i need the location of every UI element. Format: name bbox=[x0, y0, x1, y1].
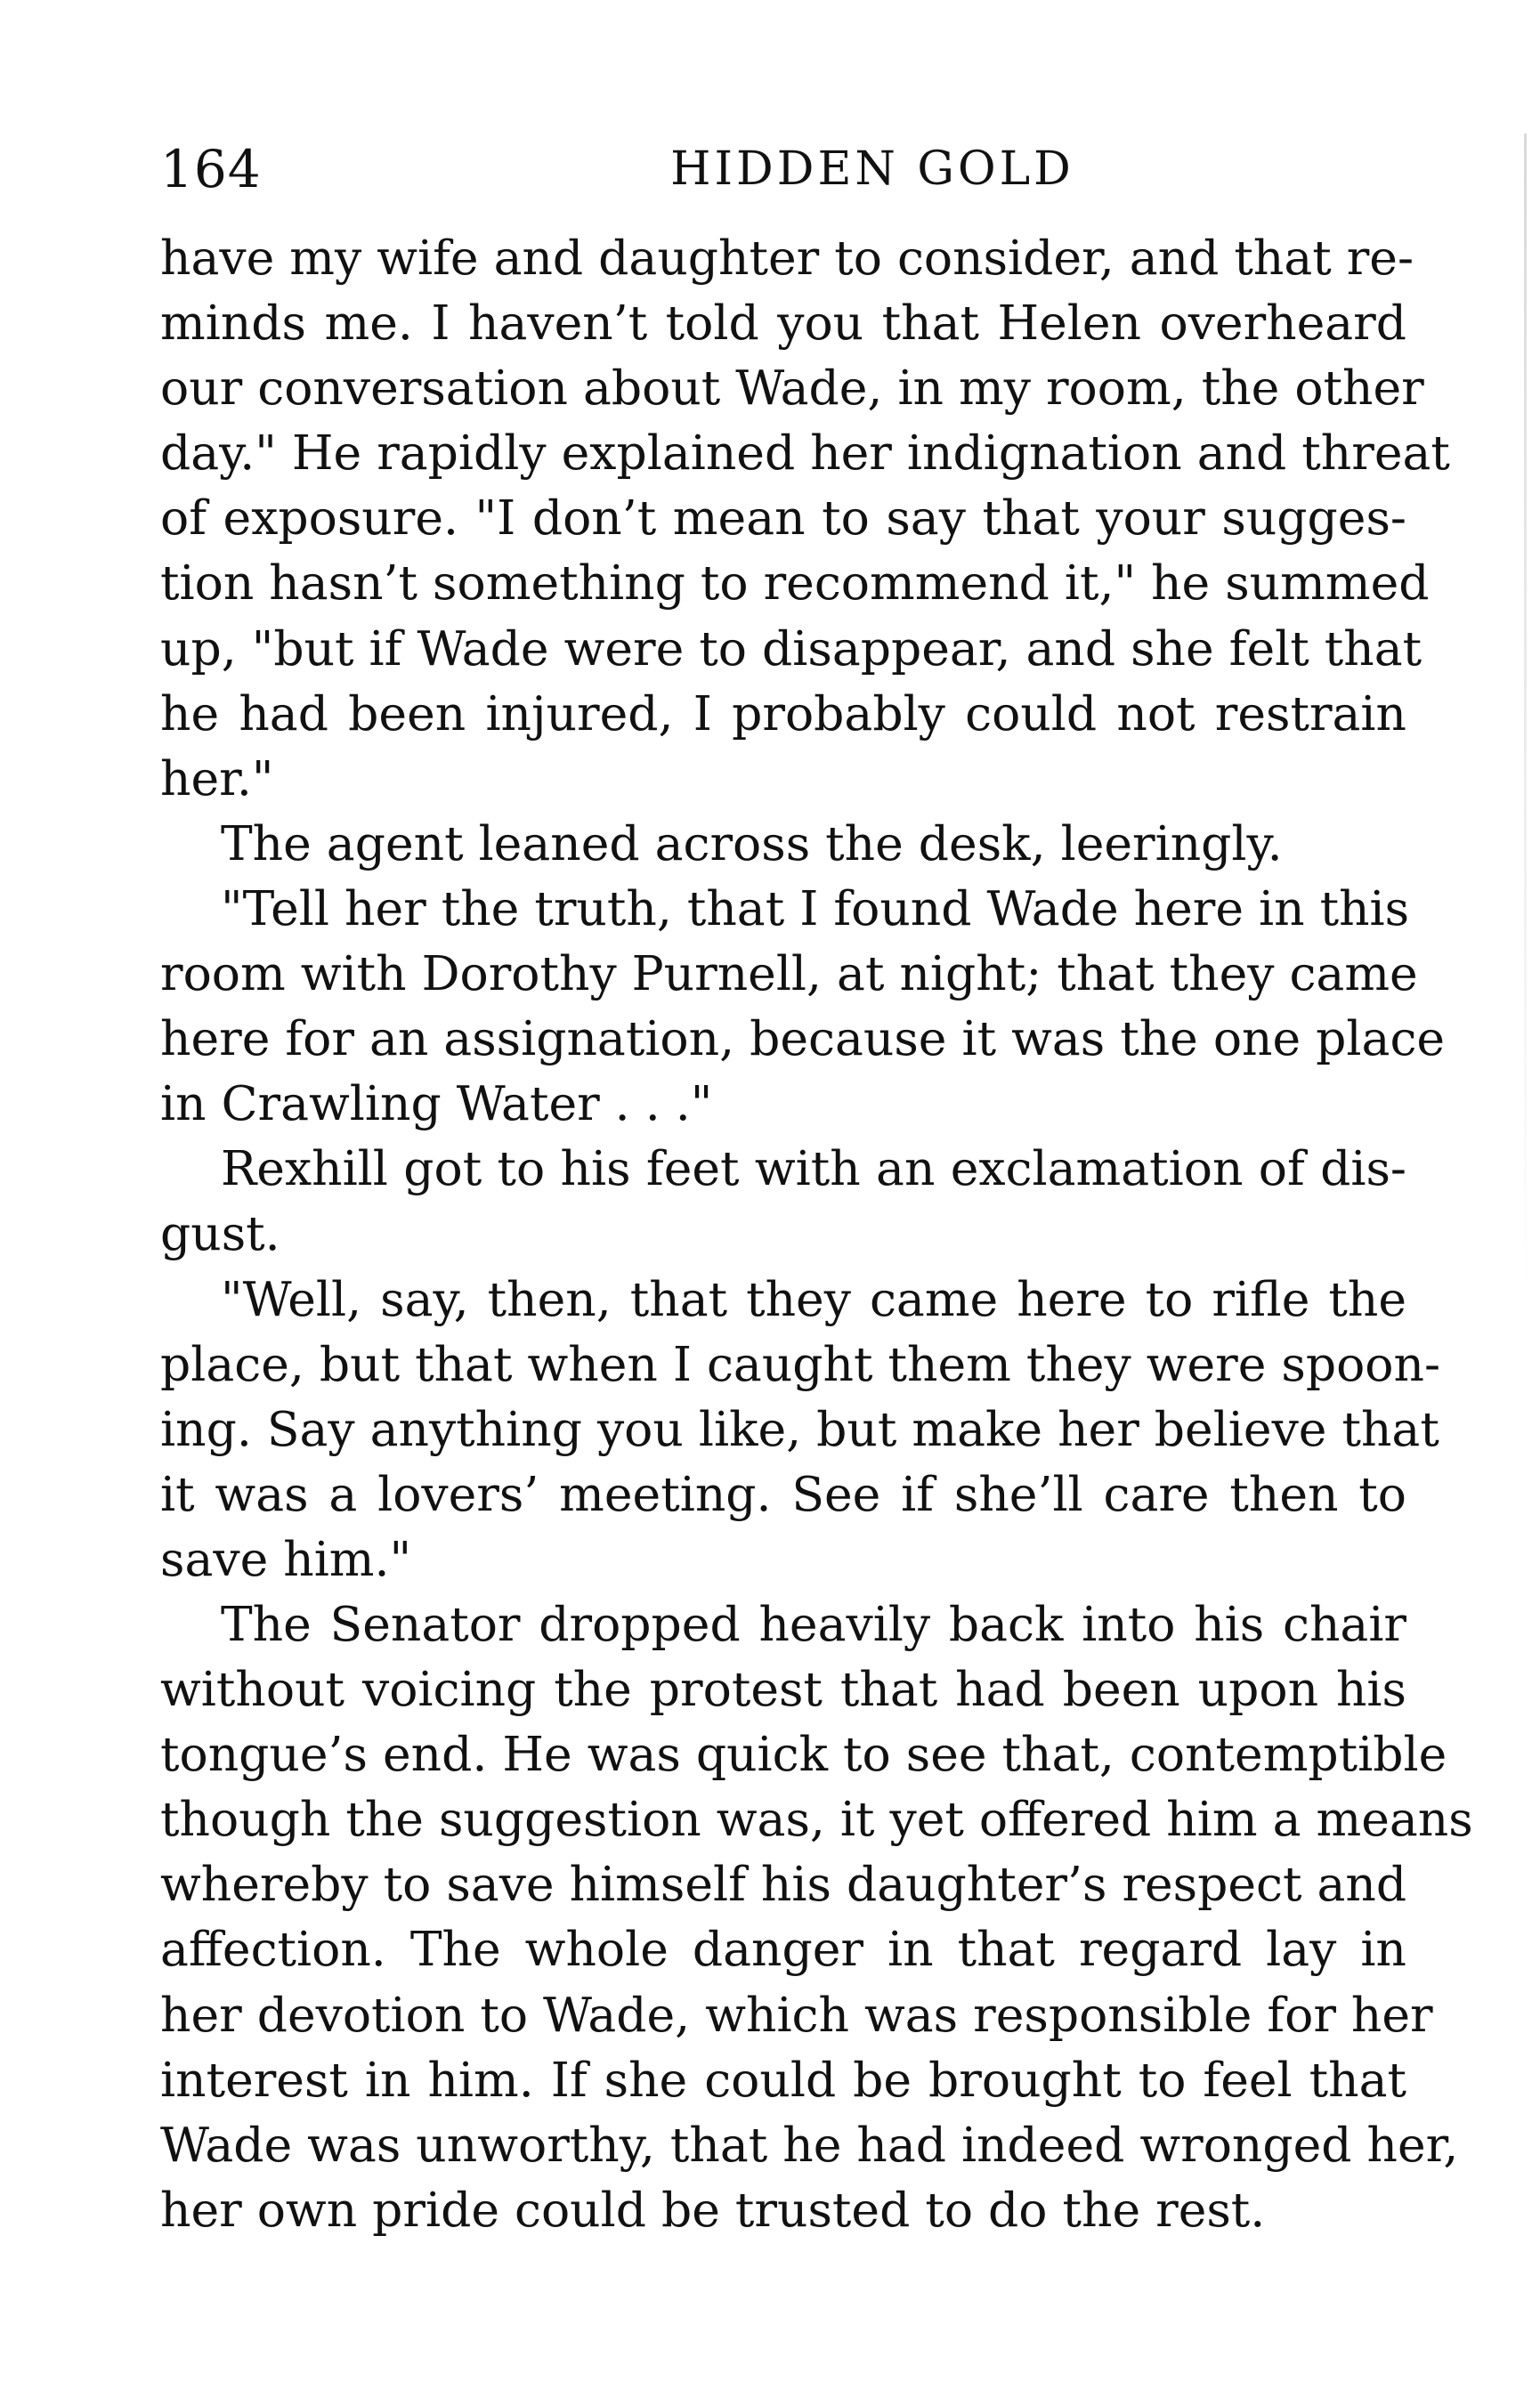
text-line: "Tell her the truth, that I found Wade here in this bbox=[221, 879, 1410, 936]
text-line: Rexhill got to his feet with an exclamation of dis- bbox=[221, 1140, 1406, 1197]
text-line: room with Dorothy Purnell, at night; that they came bbox=[160, 945, 1418, 1002]
text-line: Wade was unworthy, that he had indeed wronged her, bbox=[160, 2116, 1459, 2173]
text-line: place, but that when I caught them they were spoon- bbox=[160, 1335, 1441, 1392]
text-line: "Well, say, then, that they came here to rifle the bbox=[221, 1270, 1406, 1327]
text-line: interest in him. If she could be brought to feel that bbox=[160, 2051, 1406, 2108]
text-line: here for an assignation, because it was the one place bbox=[160, 1010, 1446, 1067]
text-line: gust. bbox=[160, 1205, 280, 1262]
text-line: tion hasn’t something to recommend it," he summed bbox=[160, 555, 1430, 612]
text-line: her." bbox=[160, 749, 274, 806]
page-header bbox=[160, 134, 1406, 205]
text-line: he had been injured, I probably could not restrain bbox=[160, 685, 1406, 741]
text-line: day." He rapidly explained her indignation and threat bbox=[160, 425, 1450, 482]
running-title: HIDDEN GOLD bbox=[670, 142, 1074, 196]
text-line: ing. Say anything you like, but make her believe that bbox=[160, 1400, 1439, 1457]
text-line: her devotion to Wade, which was responsible for her bbox=[160, 1986, 1433, 2043]
body-text bbox=[160, 225, 1473, 2242]
text-line: The Senator dropped heavily back into his chair bbox=[221, 1595, 1406, 1652]
page-number: 164 bbox=[160, 139, 262, 199]
text-line: whereby to save himself his daughter’s respect and bbox=[160, 1856, 1407, 1913]
text-line: in Crawling Water . . ." bbox=[160, 1075, 713, 1132]
text-line: of exposure. "I don’t mean to say that your sugges- bbox=[160, 490, 1406, 547]
text-line: her own pride could be trusted to do the rest. bbox=[160, 2181, 1266, 2238]
text-line: though the suggestion was, it yet offered him a means bbox=[160, 1791, 1473, 1848]
text-line: tongue’s end. He was quick to see that, contemptible bbox=[160, 1726, 1447, 1783]
text-line: minds me. I haven’t told you that Helen overheard bbox=[160, 295, 1406, 352]
text-line: save him." bbox=[160, 1530, 412, 1587]
text-line: up, "but if Wade were to disappear, and she felt that bbox=[160, 620, 1422, 676]
text-line: our conversation about Wade, in my room, the other bbox=[160, 360, 1424, 417]
text-line: The agent leaned across the desk, leeringly. bbox=[221, 814, 1283, 871]
page-edge-shadow bbox=[1524, 134, 1527, 1291]
text-line: without voicing the protest that had been upon his bbox=[160, 1661, 1406, 1718]
text-line: it was a lovers’ meeting. See if she’ll care then to bbox=[160, 1465, 1406, 1522]
text-line: have my wife and daughter to consider, and that re- bbox=[160, 230, 1414, 286]
text-line: affection. The whole danger in that regard lay in bbox=[160, 1921, 1406, 1978]
